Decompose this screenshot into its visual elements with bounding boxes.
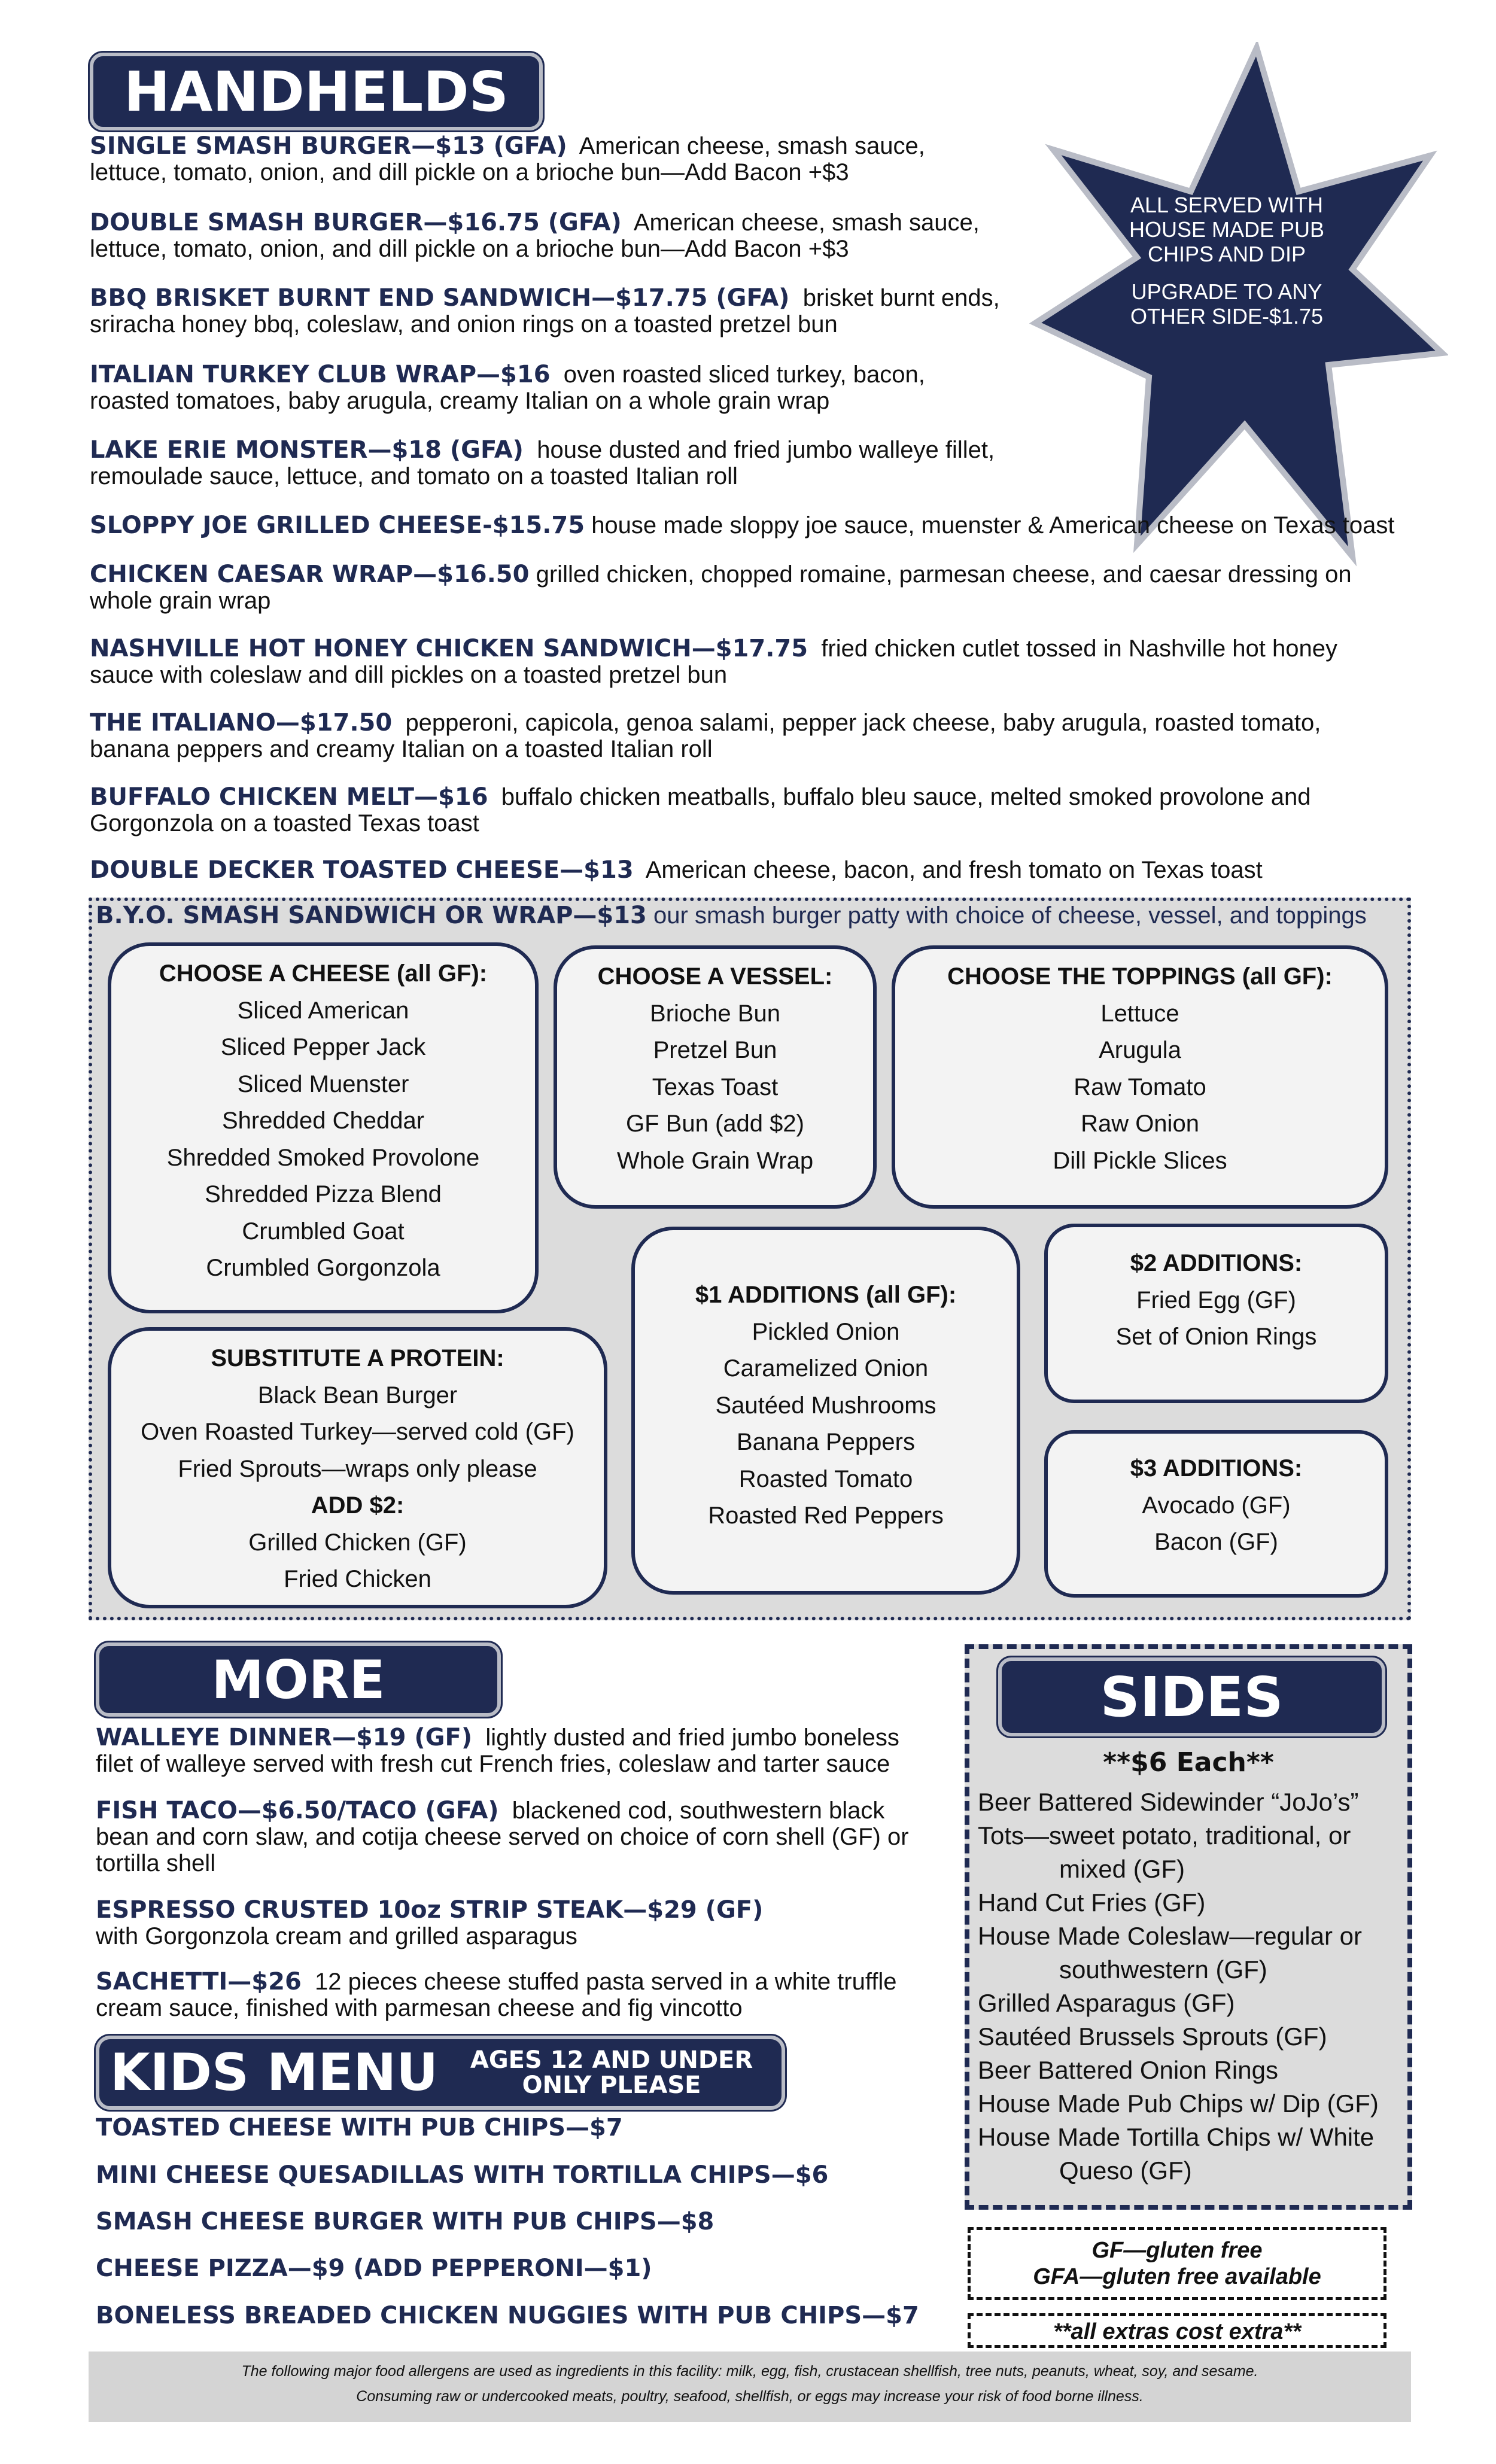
menu-item: FISH TACO—$6.50/TACO (GFA) blackened cod, southwestern black bean and corn slaw, and cotija cheese served on choice of corn shell (GF) or tortilla shell [96,1797,909,1876]
menu-item: ITALIAN TURKEY CLUB WRAP—$16 oven roasted sliced turkey, bacon, roasted tomatoes, baby arugula, creamy Italian on a whole grain wrap [90,361,925,414]
menu-item: CHICKEN CAESAR WRAP—$16.50 grilled chicken, chopped romaine, parmesan cheese, and caesar dressing on whole grain wrap [90,561,1352,614]
allergen-footer: The following major food allergens are used as ingredients in this facility: milk, egg, fish, crustacean shellfish, tree nuts, peanuts, wheat, soy, and sesame. Consuming raw or undercooked meats, poultry, seafood, shellfish, or eggs may increase your risk of food borne illness. [89,2352,1411,2422]
side-item: Tots—sweet potato, traditional, or [978,1821,1351,1849]
side-item: House Made Pub Chips w/ Dip (GF) [978,2089,1379,2118]
add1-box: $1 ADDITIONS (all GF): Pickled Onion Caramelized Onion Sautéed Mushrooms Banana Peppers Roasted Tomato Roasted Red Peppers [631,1227,1020,1595]
kids-item: CHEESE PIZZA—$9 (ADD PEPPERONI—$1) [96,2255,652,2282]
extras-note: **all extras cost extra** [968,2313,1386,2348]
side-item: House Made Tortilla Chips w/ White [978,2123,1375,2151]
cheese-box: CHOOSE A CHEESE (all GF): Sliced American Sliced Pepper Jack Sliced Muenster Shredded Cheddar Shredded Smoked Provolone Shredded Pizza Blend Crumbled Goat Crumbled Gorgonzola [108,942,539,1313]
starburst-text: ALL SERVED WITH HOUSE MADE PUB CHIPS AND DIP UPGRADE TO ANY OTHER SIDE-$1.75 [1129,193,1325,328]
kids-age-note: AGES 12 AND UNDER ONLY PLEASE [470,2046,753,2099]
side-item: Sautéed Brussels Sprouts (GF) [978,2022,1327,2051]
gf-legend: GF—gluten free GFA—gluten free available [968,2227,1386,2300]
menu-item: SINGLE SMASH BURGER—$13 (GFA) American cheese, smash sauce, lettuce, tomato, onion, and dill pickle on a brioche bun—Add Bacon +$3 [90,132,925,185]
more-header [96,1642,501,1717]
menu-item: SLOPPY JOE GRILLED CHEESE-$15.75 house made sloppy joe sauce, muenster & American cheese on Texas toast [90,512,1395,539]
sides-title: SIDES [1100,1665,1284,1729]
more-title: MORE [211,1648,385,1711]
side-item: Hand Cut Fries (GF) [978,1888,1206,1917]
menu-item: THE ITALIANO—$17.50 pepperoni, capicola, genoa salami, pepper jack cheese, baby arugula, roasted tomato, banana peppers and creamy Italian on a toasted Italian roll [90,709,1321,762]
sides-header [998,1657,1385,1736]
side-item: House Made Coleslaw—regular or [978,1922,1362,1950]
menu-item: LAKE ERIE MONSTER—$18 (GFA) house dusted and fried jumbo walleye fillet, remoulade sauce, lettuce, and tomato on a toasted Italian roll [90,436,995,489]
byo-title: B.Y.O. SMASH SANDWICH OR WRAP—$13 our smash burger patty with choice of cheese, vessel, and toppings [96,902,1367,929]
menu-item: ESPRESSO CRUSTED 10oz STRIP STEAK—$29 (GF) with Gorgonzola cream and grilled asparagus [96,1896,764,1949]
kids-header [96,2036,785,2110]
kids-item: TOASTED CHEESE WITH PUB CHIPS—$7 [96,2114,623,2141]
kids-item: SMASH CHEESE BURGER WITH PUB CHIPS—$8 [96,2208,714,2235]
sides-price: **$6 Each** [1103,1747,1274,1778]
menu-item: DOUBLE DECKER TOASTED CHEESE—$13 American cheese, bacon, and fresh tomato on Texas toast [90,856,1263,884]
menu-item: NASHVILLE HOT HONEY CHICKEN SANDWICH—$17.75 fried chicken cutlet tossed in Nashville hot honey sauce with coleslaw and dill pickles on a toasted pretzel bun [90,635,1338,688]
add3-box: $3 ADDITIONS: Avocado (GF) Bacon (GF) [1044,1430,1388,1598]
side-item: southwestern (GF) [1059,1955,1267,1984]
side-item: Queso (GF) [1059,2156,1192,2185]
kids-item: BONELESS BREADED CHICKEN NUGGIES WITH PUB CHIPS—$7 [96,2302,919,2329]
add2-box: $2 ADDITIONS: Fried Egg (GF) Set of Onion Rings [1044,1224,1388,1403]
side-item: Grilled Asparagus (GF) [978,1989,1235,2017]
menu-item: BBQ BRISKET BURNT END SANDWICH—$17.75 (GFA) brisket burnt ends, sriracha honey bbq, coleslaw, and onion rings on a toasted pretzel bun [90,284,1000,337]
kids-title: KIDS MENU [110,2043,439,2103]
handhelds-header [90,53,543,130]
menu-item: WALLEYE DINNER—$19 (GF) lightly dusted and fried jumbo boneless filet of walleye served with fresh cut French fries, coleslaw and tarter sauce [96,1724,899,1777]
handhelds-title: HANDHELDS [124,59,509,124]
menu-item: DOUBLE SMASH BURGER—$16.75 (GFA) American cheese, smash sauce, lettuce, tomato, onion, and dill pickle on a brioche bun—Add Bacon +$3 [90,209,980,262]
side-item: mixed (GF) [1059,1855,1185,1883]
menu-item: BUFFALO CHICKEN MELT—$16 buffalo chicken meatballs, buffalo bleu sauce, melted smoked provolone and Gorgonzola on a toasted Texas toast [90,783,1311,836]
kids-item: MINI CHEESE QUESADILLAS WITH TORTILLA CHIPS—$6 [96,2161,829,2189]
menu-item: SACHETTI—$26 12 pieces cheese stuffed pasta served in a white truffle cream sauce, finished with parmesan cheese and fig vincotto [96,1968,897,2021]
toppings-box: CHOOSE THE TOPPINGS (all GF): Lettuce Arugula Raw Tomato Raw Onion Dill Pickle Slices [892,945,1388,1209]
vessel-box: CHOOSE A VESSEL: Brioche Bun Pretzel Bun Texas Toast GF Bun (add $2) Whole Grain Wrap [554,945,877,1209]
side-item: Beer Battered Onion Rings [978,2056,1278,2084]
protein-box: SUBSTITUTE A PROTEIN: Black Bean Burger Oven Roasted Turkey—served cold (GF) Fried Sprouts—wraps only please ADD $2: Grilled Chicken (GF) Fried Chicken [108,1327,607,1608]
side-item: Beer Battered Sidewinder “JoJo’s” [978,1788,1359,1816]
